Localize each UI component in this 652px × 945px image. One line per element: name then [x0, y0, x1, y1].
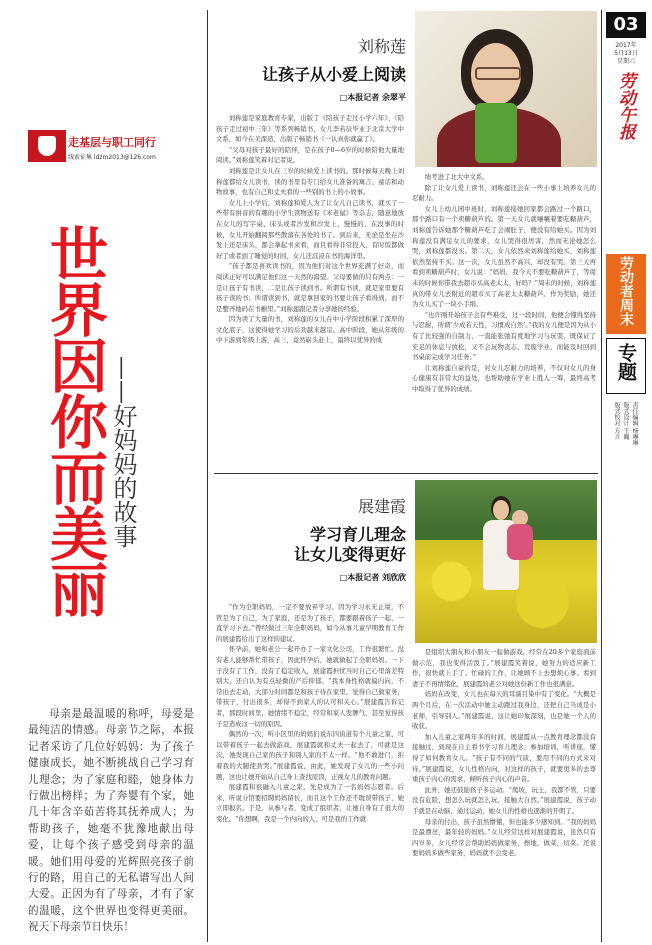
paragraph: 此外，她还鼓励孩子多运动。“爬坡，玩土，我都不管，只要没有危险，想怎么玩就怎么玩，接触大自然。”展建霞说，孩子动手就是在动脑，通过运动，她女儿的性格也逐渐的开朗了。 — [412, 785, 596, 815]
editor-credit — [630, 402, 639, 482]
paragraph: “孩子都是喜欢读书的，因为他们对这个世界充满了好奇，而阅读正好可以满足他们这一天然的渴望。父母要做的只有两点：一是让孩子有书读，二是让孩子读到书。所谓有书读，就是家里要有孩子读的书；所谓读到书，就是拿回家的书要让孩子看得到，而不是整齐地码在书橱里。”刘称莲跟记者分享她的经验。 — [216, 262, 404, 313]
story1-col2 — [412, 172, 596, 482]
feature-intro — [28, 706, 194, 934]
feature-intro-text: 母亲是最温暖的称呼，母爱是最纯洁的情感。母亲节之际，本报记者采访了几位好妈妈：为了孩子健康成长，她不断挑战自己学习育儿理念；为了家庭和睦，她身体力行做出榜样；为了奔婴有个家，她几十年含辛茹苦将其抚养成人；为帮助孩子，她毫不犹豫地献出母爱，让每个孩子感受到母亲的温暖。她们用母爱的光辉照亮孩子前行的路，用自己的无私谱写出人间大爱。正因为有了母亲，才有了家的温暖，这个世界也变得更美丽。祝天下母亲节日快乐！ — [28, 708, 194, 934]
story1-photo-scarf — [475, 103, 517, 163]
editor-name: 王巍 — [622, 426, 629, 440]
paragraph: “也许刚开始孩子会有些难受，过一段时间，他便会懂得坚持与忍耐，所谓‘少成若天性，习惯成自然’。”我的女儿便是因为从小有了比较强的自制力，一直能张弛有度地学习与玩耍，既保证了充足的休息与放松，又不会玩物丧志，荒废学业，而能及时回到书桌前完成学习任务。” — [412, 310, 596, 362]
page-date-day: 5月13日 — [614, 50, 638, 57]
paragraph: 妈妈在改变，女儿也在每天的耳濡目染中有了变化。“大概是两个月后，在一次活动中她主动跑过我身边，还把自己当成是小老师，引导别人。”展建霞说，这让她印象深刻，也是她一个人的收获。 — [412, 690, 596, 731]
paragraph: 绩考进了北大中文系。 — [424, 173, 489, 181]
story2-header — [214, 494, 410, 594]
paragraph: 女儿上幼儿园中班时，刘称莲接她回家都会路过一个路口，那个路口有一个卖糖葫芦的。第一天女儿就嚷嚷着要吃糖葫芦，刘称莲告诉她那个糖葫芦吃了会闹肚子，便没有给她买。因为刘称莲没有满足女儿的要求，女儿哭得很厉害，然而无论她怎么哭，刘称莲都没买。第二天，女儿依然来刘称莲给她买，刘称莲依然坚持不买。这一次，女儿虽然不高兴，却没有哭。第三天再看到卖糖葫芦时，女儿说：“妈妈，我今天不要吃糖葫芦了，等周末的时候你带我去超市买高老太太，好吗？”周末的时候，刘称莲真的带女儿去附近的超市买了高老太太糖葫芦。作为奖励，她还为女儿买了一块小手绢。 — [412, 204, 596, 309]
side-tag-bottom-text: 专题 — [615, 343, 637, 381]
paragraph: 怀孕前，她和老公一起开办了一家文化公司，工作很繁忙。没有老人能够帮忙带孩子，因此怀孕后，她就做起了全职妈妈。一下子没有了工作，没有了稳定收入，展建霞担忧当时自己心里落差特别大，还自认为有点轻微的产后抑郁。“我本身性格就偏内向，不常出去走动，大部分时间都是和孩子待在家里。觉得自己做家务，带孩子，付出很多，却得不到家人的认可和关心。”展建霞告诉记者，那段时间里，她情绪不稳定，经常和家人发脾气，甚至觉得孩子是造成这一切的原因。 — [216, 645, 404, 728]
story2-byline: □本报记者 刘欣欣 — [339, 573, 406, 582]
story1-photo-glasses — [475, 67, 521, 80]
editor-role: 版式设计 — [622, 402, 629, 426]
editor-credit — [621, 402, 630, 482]
side-editors — [612, 402, 644, 482]
paper-logo-text: 劳动午报 — [615, 72, 635, 140]
side-tag-bottom — [606, 338, 646, 394]
story-separator — [214, 473, 598, 474]
page-date — [606, 42, 646, 66]
paragraph: “作为全职妈妈，一定不要放弃学习。因为学习永无止境，不管是为了自己，为了家庭，还是为了孩子，都要跟着孩子一起，一直学习下去。”曾经做过三年全职妈妈，如今从事儿童早期教育工作的展建霞给出了这样的建议。 — [216, 603, 404, 643]
paragraph: 女儿上小学后，刘称莲和爱人为了让女儿自己读书，就买了一些带有拼音的有趣的小学生读物送有《米老鼠》等杂志，随意地放在女儿的写字桌、床头或者沙发和沙发上，慢慢的，在没事的时候，女儿开始翻阅那些散落在各处的书了。到后来，无论是坐在沙发上还是床头，都会拿起书来看，而且看得非常投入，有时饭都做好了或者到了睡觉的时间，女儿还沉浸在书的海洋里。 — [216, 198, 404, 260]
paragraph: 除了让女儿爱上读书，刘称莲还会在一些小事上培养女儿的忍耐力。 — [412, 183, 596, 203]
feature-title — [40, 224, 108, 634]
paragraph: 母亲的付出，孩子虽然懵懂，但也能多少感知到。“我的妈妈是最漂亮，最年轻的妈妈。”女儿经常这样对展建霞说，虽然只有四岁多，女儿经常会帮助妈妈做家务，擦地，做菜，切菜。还说要妈妈多做些家务，妈妈就不会变老。 — [412, 817, 596, 858]
paragraph: 让刘称莲自豪的是，对女儿忍耐力的培养，不仅对女儿的身心健康有非常大的益处，也帮助她在学业上胜人一筹，最终高考中取得了优异的成绩。 — [412, 363, 596, 393]
paragraph: 偶然的一次，听小区里的妈妈们说东四街道有个儿童之家，可以带着孩子一起去做游戏，展建霞就和丈夫一起去了，可就是这次，她发现自己家的孩子和别人家的不太一样。“他不敢进门，拒着我的大腿使劲哭。”展建霞说，由此，她发现了女儿的一些小问题，这也让她开始从自己身上查找原因，正视女儿的教育问题。 — [216, 730, 404, 781]
paragraph: “父母对孩子最好的陪伴，是在孩子0—6岁的时候陪他大量地阅读。”刘称莲笑着对记者说。 — [216, 145, 404, 165]
page-weekday: 星期六 — [616, 58, 635, 65]
editor-credit — [612, 402, 621, 482]
story1-col1 — [216, 113, 404, 513]
side-divider — [601, 10, 602, 942]
paragraph: 因为读了大量的书，刘称莲的女儿在中小学阶段积累了深厚的文化底子，这使得她学习的后劲越来越足。高中阶段，她从年级的中下游到年级上游，高三，竟然崭头赶上，最终以优异的成 — [216, 315, 404, 345]
editor-name: 杨琳琳 — [631, 426, 638, 446]
feature-subtitle-text: ——好妈妈的故事 — [109, 356, 137, 548]
story2-photo — [415, 480, 597, 643]
paragraph: 刘称莲是家庭教育专家，出版了《陪孩子走过小学六年》、《陪孩子走过初中三年》等系列畅销书，女儿李若辰毕业于北京大学中文系，如今在美深造，出版了畅销书《一认真你就赢了》。 — [216, 114, 404, 144]
story1-header — [214, 34, 410, 114]
page-number: 03 — [606, 12, 646, 38]
page-date-year: 2017年 — [615, 42, 637, 49]
story2-headline-1: 学习育儿理念 — [309, 525, 406, 544]
story1-name: 刘称莲 — [357, 37, 406, 56]
story2-headline-2: 让女儿变得更好 — [293, 545, 406, 564]
paragraph: 加入儿童之家两年多的时间，展建霞从一点教育理念都没有接触过，到现在自主看书学习育儿理念，参加培训，听讲座，懂得了如何教育女儿。“孩子有不同的气质，要用不同的方式来对待。”展建霞说，女儿性格内向，对这样的孩子，就要更多的去尊重孩子内心的需求，倾听孩子内心的声音。 — [412, 732, 596, 784]
paragraph: 展建霞和很融入儿童之家，先是成为了一名妈妈志愿者。后来，听说分馆要招聘妈妈留长，而且这个工作还不耽误带孩子，她立即报名。于是，从参与者，变成了组织者，让她自身有了很大的变化。“你想啊，我是一个内向的人，可是我的工作就 — [216, 783, 404, 823]
story2-col2 — [412, 647, 596, 942]
side-tag-top-text: 劳动者周末 — [618, 256, 634, 326]
column-title: 走基层与职工同行 — [68, 136, 156, 149]
story1-photo — [415, 11, 597, 167]
editor-name: 方言 — [613, 426, 620, 440]
story2-name: 展建霞 — [357, 497, 406, 516]
feature-divider — [207, 10, 208, 942]
column-hotline: 线索征集 ldzm2013@126.com — [68, 154, 156, 161]
story1-headline: 让孩子从小爱上阅读 — [261, 65, 406, 84]
column-label — [28, 130, 168, 170]
story2-col1 — [216, 602, 404, 942]
feature-subtitle — [108, 356, 148, 556]
paper-logo — [612, 72, 640, 182]
paragraph: 是组织大朋友和小朋友一起做游戏。经常在20多个家庭面前做示范，我也变得活泼了。”展建霞笑着说，她努力的适应新工作，很快就上手了。忙碌的工作，让她顾不上去想烦心事。看到妻子不再情绪化，展建霞的老公对她这份新工作也很满意。 — [412, 648, 596, 688]
story2-photo-child — [507, 510, 533, 562]
side-tag-top — [606, 254, 646, 334]
paragraph: 刘称莲是让女儿在三岁的时候爱上读书的。那时候每天晚上刘称莲都给女儿读书，读的书里有专门给女儿准备的寓言、童话和动物故事，也有自己和丈夫看的一些别的书上的小故事。 — [216, 166, 404, 197]
feature-title-text: 世界因你而美丽 — [40, 224, 108, 616]
column-logo-mark — [38, 136, 56, 156]
editor-role: 版式校对 — [613, 402, 620, 426]
story1-byline: □本报记者 余翠平 — [339, 93, 406, 102]
editor-role: 责任编辑 — [631, 402, 638, 426]
